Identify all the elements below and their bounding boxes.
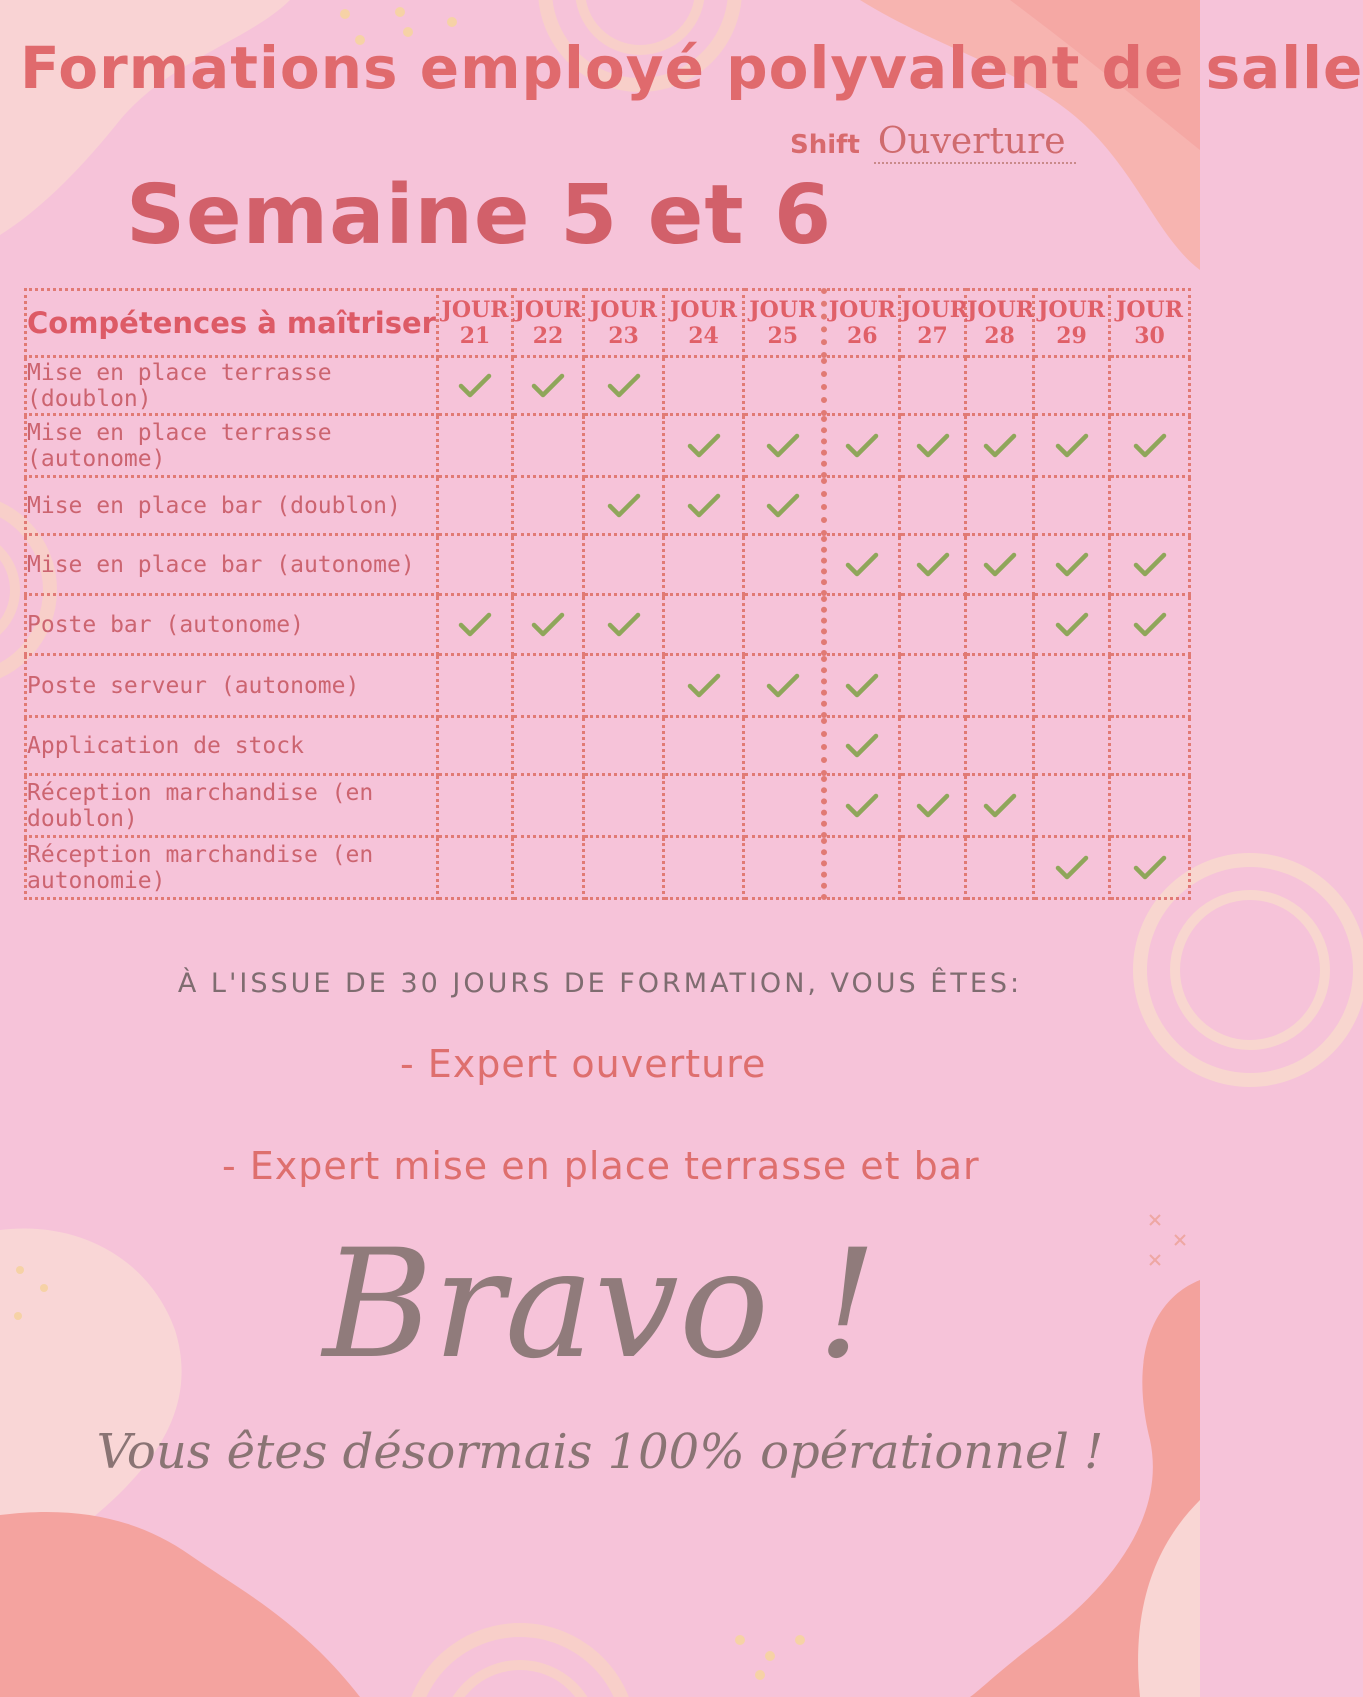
checked-cell [438, 357, 513, 415]
day-word: JOUR [749, 297, 817, 323]
check-icon [916, 792, 950, 820]
day-header [438, 290, 513, 357]
empty-cell [664, 837, 744, 899]
checked-cell [1110, 595, 1190, 655]
check-icon [916, 551, 950, 579]
empty-cell [900, 655, 966, 717]
empty-cell [584, 717, 664, 775]
day-word: JOUR [1115, 297, 1184, 323]
empty-cell [744, 837, 824, 899]
day-number: 27 [917, 323, 948, 349]
check-icon [983, 551, 1017, 579]
empty-cell [438, 717, 513, 775]
checked-cell [966, 535, 1034, 595]
check-icon [845, 792, 879, 820]
day-number: 24 [688, 323, 719, 349]
day-word: JOUR [828, 297, 896, 323]
week-heading: Semaine 5 et 6 [126, 168, 833, 263]
empty-cell [900, 595, 966, 655]
bravo-heading: Bravo ! [322, 1218, 878, 1392]
skill-label: Poste bar (autonome) [26, 595, 438, 655]
check-icon [983, 432, 1017, 460]
checked-cell [744, 477, 824, 535]
empty-cell [744, 775, 824, 837]
result-item: - Expert mise en place terrasse et bar [222, 1144, 980, 1188]
day-header [1110, 290, 1190, 357]
day-number: 26 [846, 323, 878, 349]
day-number: 30 [1134, 323, 1165, 349]
check-icon [1133, 611, 1167, 639]
day-number: 28 [984, 323, 1015, 349]
result-item: - Expert ouverture [400, 1042, 767, 1086]
day-number: 21 [459, 323, 491, 349]
empty-cell [513, 775, 584, 837]
empty-cell [438, 837, 513, 899]
checked-cell [966, 415, 1034, 477]
empty-cell [966, 837, 1034, 899]
check-icon [916, 432, 950, 460]
day-header [1034, 290, 1110, 357]
empty-cell [664, 775, 744, 837]
check-icon [1133, 432, 1167, 460]
empty-cell [438, 655, 513, 717]
empty-cell [1110, 775, 1190, 837]
empty-cell [900, 837, 966, 899]
skill-label: Mise en place terrasse (autonome) [26, 415, 438, 477]
check-icon [1133, 854, 1167, 882]
day-word: JOUR [1037, 297, 1106, 323]
check-icon [531, 372, 565, 400]
day-number: 23 [608, 323, 639, 349]
checked-cell [1110, 837, 1190, 899]
checked-cell [744, 655, 824, 717]
check-icon [1055, 551, 1089, 579]
check-icon [845, 732, 879, 760]
check-icon [687, 672, 721, 700]
empty-cell [513, 717, 584, 775]
empty-cell [1034, 357, 1110, 415]
empty-cell [513, 837, 584, 899]
empty-cell [1110, 477, 1190, 535]
check-icon [1055, 432, 1089, 460]
completion-statement: À L'ISSUE DE 30 JOURS DE FORMATION, VOUS ÊTES: [177, 968, 1023, 999]
checked-cell [744, 415, 824, 477]
empty-cell [744, 357, 824, 415]
empty-cell [966, 717, 1034, 775]
check-icon [766, 672, 800, 700]
day-header [513, 290, 584, 357]
skill-label: Mise en place bar (doublon) [26, 477, 438, 535]
checked-cell [900, 775, 966, 837]
operational-message: Vous êtes désormais 100% opérationnel ! [96, 1424, 1104, 1480]
empty-cell [513, 415, 584, 477]
day-word: JOUR [441, 297, 509, 323]
shift-label: Shift [790, 130, 860, 160]
check-icon [845, 551, 879, 579]
day-header [824, 290, 900, 357]
empty-cell [1110, 357, 1190, 415]
check-icon [607, 372, 641, 400]
empty-cell [438, 775, 513, 837]
table-body [26, 357, 1190, 899]
empty-cell [664, 535, 744, 595]
checked-cell [966, 775, 1034, 837]
skill-label: Mise en place bar (autonome) [26, 535, 438, 595]
empty-cell [1110, 655, 1190, 717]
check-icon [531, 611, 565, 639]
empty-cell [966, 357, 1034, 415]
check-icon [458, 372, 492, 400]
table-row [26, 357, 1190, 415]
empty-cell [1034, 717, 1110, 775]
table-row [26, 477, 1190, 535]
empty-cell [584, 837, 664, 899]
checked-cell [1034, 535, 1110, 595]
empty-cell [513, 535, 584, 595]
skill-label: Réception marchandise (en doublon) [26, 775, 438, 837]
empty-cell [1110, 717, 1190, 775]
empty-cell [584, 775, 664, 837]
table-row [26, 655, 1190, 717]
table-row [26, 535, 1190, 595]
checked-cell [1110, 415, 1190, 477]
day-word: JOUR [514, 297, 582, 323]
day-header [584, 290, 664, 357]
skill-label: Réception marchandise (en autonomie) [26, 837, 438, 899]
skills-table [24, 288, 1191, 900]
table-header-row [26, 290, 1190, 357]
check-icon [845, 672, 879, 700]
day-number: 22 [532, 323, 564, 349]
skills-column-header: Compétences à maîtriser [26, 290, 438, 357]
empty-cell [513, 655, 584, 717]
checked-cell [584, 595, 664, 655]
empty-cell [584, 415, 664, 477]
day-word: JOUR [967, 297, 1035, 323]
check-icon [845, 432, 879, 460]
shift-info [790, 122, 1076, 164]
empty-cell [824, 837, 900, 899]
shift-value: Ouverture [874, 122, 1076, 164]
check-icon [607, 611, 641, 639]
table-row [26, 415, 1190, 477]
empty-cell [966, 477, 1034, 535]
table-row [26, 717, 1190, 775]
check-icon [1055, 854, 1089, 882]
check-icon [687, 492, 721, 520]
day-word: JOUR [901, 297, 969, 323]
empty-cell [664, 357, 744, 415]
empty-cell [744, 595, 824, 655]
empty-cell [1034, 775, 1110, 837]
skill-label: Poste serveur (autonome) [26, 655, 438, 717]
checked-cell [584, 477, 664, 535]
empty-cell [966, 595, 1034, 655]
checked-cell [664, 415, 744, 477]
checked-cell [824, 415, 900, 477]
checked-cell [824, 535, 900, 595]
day-header [744, 290, 824, 357]
empty-cell [664, 595, 744, 655]
checked-cell [824, 717, 900, 775]
day-word: JOUR [669, 297, 738, 323]
day-number: 25 [767, 323, 799, 349]
day-header [966, 290, 1034, 357]
day-number: 29 [1056, 323, 1087, 349]
checked-cell [1034, 595, 1110, 655]
checked-cell [1034, 837, 1110, 899]
empty-cell [584, 655, 664, 717]
empty-cell [900, 357, 966, 415]
empty-cell [824, 357, 900, 415]
check-icon [766, 432, 800, 460]
table-row [26, 837, 1190, 899]
empty-cell [966, 655, 1034, 717]
checked-cell [824, 775, 900, 837]
check-icon [1133, 551, 1167, 579]
day-header [664, 290, 744, 357]
skill-label: Application de stock [26, 717, 438, 775]
checked-cell [664, 655, 744, 717]
checked-cell [1034, 415, 1110, 477]
check-icon [687, 432, 721, 460]
checked-cell [900, 535, 966, 595]
table-row [26, 775, 1190, 837]
checked-cell [824, 655, 900, 717]
check-icon [458, 611, 492, 639]
page-title: Formations employé polyvalent de salle [20, 34, 1363, 102]
empty-cell [1034, 477, 1110, 535]
table-row [26, 595, 1190, 655]
empty-cell [513, 477, 584, 535]
check-icon [1055, 611, 1089, 639]
day-word: JOUR [589, 297, 658, 323]
empty-cell [438, 477, 513, 535]
empty-cell [1034, 655, 1110, 717]
checked-cell [664, 477, 744, 535]
check-icon [766, 492, 800, 520]
empty-cell [744, 717, 824, 775]
checked-cell [900, 415, 966, 477]
empty-cell [824, 477, 900, 535]
empty-cell [664, 717, 744, 775]
skill-label: Mise en place terrasse (doublon) [26, 357, 438, 415]
checked-cell [438, 595, 513, 655]
empty-cell [438, 535, 513, 595]
empty-cell [744, 535, 824, 595]
checked-cell [513, 595, 584, 655]
empty-cell [824, 595, 900, 655]
check-icon [983, 792, 1017, 820]
checked-cell [584, 357, 664, 415]
check-icon [607, 492, 641, 520]
checked-cell [513, 357, 584, 415]
empty-cell [900, 477, 966, 535]
day-header [900, 290, 969, 357]
checked-cell [1110, 535, 1190, 595]
empty-cell [900, 717, 966, 775]
empty-cell [584, 535, 664, 595]
empty-cell [438, 415, 513, 477]
